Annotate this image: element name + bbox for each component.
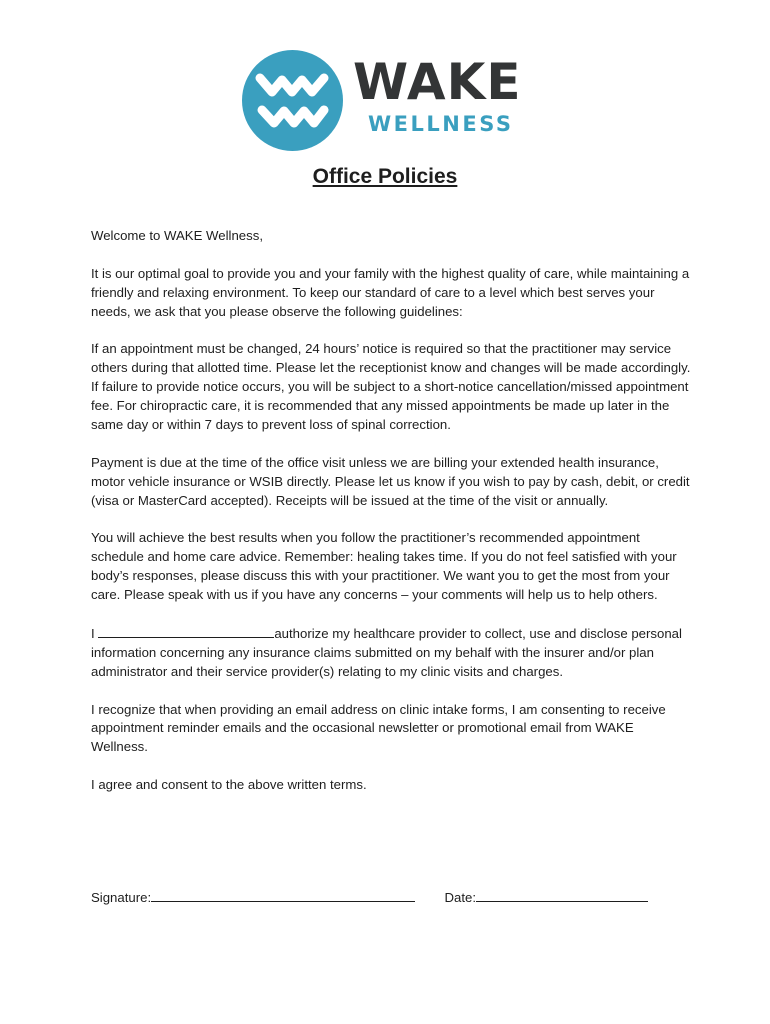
wave-logo-icon — [242, 50, 343, 151]
page-title: Office Policies — [312, 165, 458, 188]
date-field[interactable] — [476, 888, 648, 902]
signature-field[interactable] — [151, 888, 415, 902]
paragraph-goal: It is our optimal goal to provide you and your family with the highest quality of care, while maintaining a friendly and relaxing environment. To keep our standard of care to a level which best serves your needs, we ask that you please observe the following guidelines: — [91, 265, 690, 319]
greeting: Welcome to WAKE Wellness, — [91, 228, 263, 243]
date-label: Date: — [444, 890, 476, 905]
authorize-prefix: I — [91, 625, 95, 641]
paragraph-consent: I agree and consent to the above written terms. — [91, 777, 367, 793]
signature-label: Signature: — [91, 890, 152, 905]
logo-subtitle: WELLNESS — [368, 112, 514, 136]
paragraph-payment: Payment is due at the time of the office visit unless we are billing your extended health insurance, motor vehicle insurance or WSIB directly. Please let us know if you wish to pay by cash, debit, or credit (visa or MasterCard accepted). Receipts will be issued at the time of the visit or annually. — [91, 454, 690, 508]
paragraph-results: You will achieve the best results when you follow the practitioner’s recommended appointment schedule and home care advice. Remember: healing takes time. If you do not feel satisfied with your body’s responses, please discuss this with your practitioner. We want you to get the most from your care. Please speak with us if you have any concerns – your comments will help us to help others. — [91, 530, 677, 603]
signature-row — [91, 888, 691, 908]
wake-wellness-logo — [242, 50, 542, 152]
paragraph-email: I recognize that when providing an email address on clinic intake forms, I am consenting to receive appointment reminder emails and the occasional newsletter or promotional email from WAKE Wellness. — [91, 701, 666, 755]
paragraph-appointments: If an appointment must be changed, 24 hours’ notice is required so that the practitioner may service others during that allotted time. Please let the receptionist know and changes will be made accordingly. If failure to provide notice occurs, you will be subject to a short-notice cancellation/missed appointment fee. For chiropractic care, it is recommended that any missed appointments be made up later in the same day or within 7 days to prevent loss of spinal correction. — [91, 341, 691, 433]
name-blank-field[interactable] — [98, 624, 274, 638]
policy-body — [91, 227, 691, 814]
authorize-text: authorize my healthcare provider to collect, use and disclose personal information concerning any insurance claims submitted on my behalf with the insurer and/or plan administrator and their service provider(s) relating to my clinic visits and charges. — [91, 625, 682, 679]
logo-wordmark: WAKE — [353, 53, 522, 111]
paragraph-authorize — [91, 624, 691, 682]
